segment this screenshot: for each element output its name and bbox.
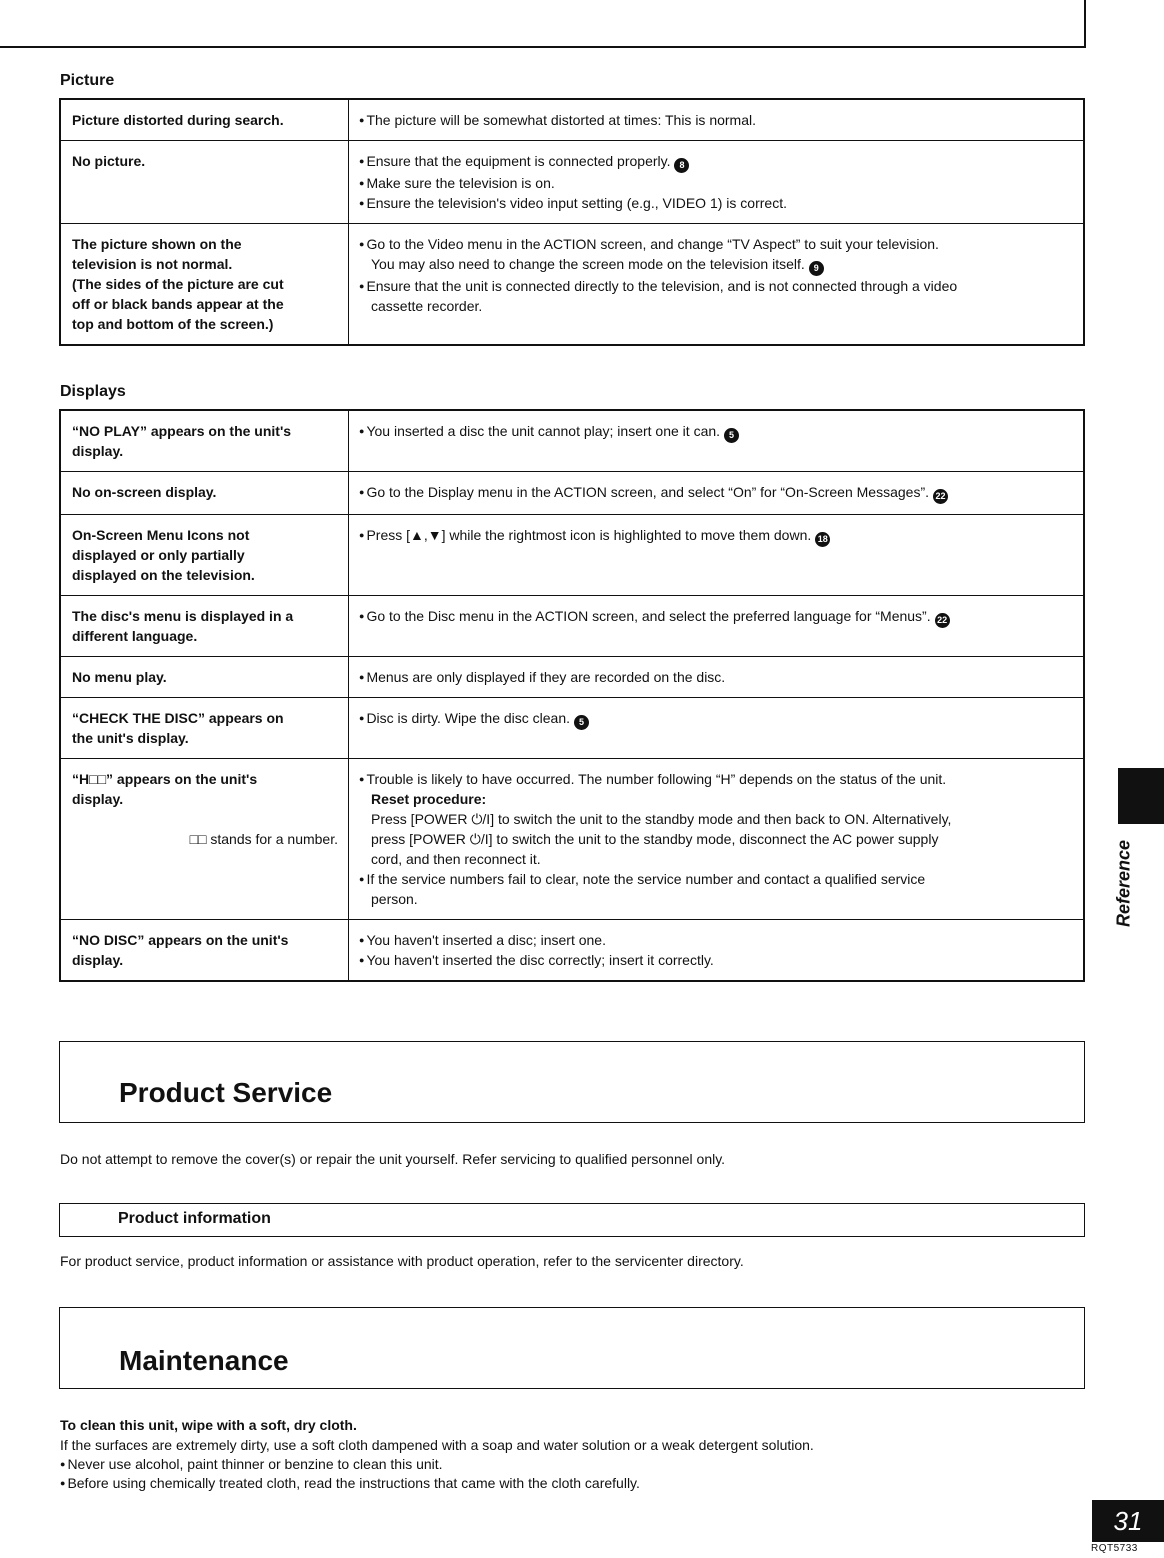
table-row xyxy=(60,596,1084,657)
problem-cell xyxy=(60,759,349,920)
problem-cell xyxy=(60,141,349,224)
solution-cell xyxy=(349,224,1085,346)
table-row xyxy=(60,759,1084,920)
solution-cell xyxy=(349,596,1085,657)
maintenance-heading: To clean this unit, wipe with a soft, dry cloth. xyxy=(60,1417,357,1433)
solution-line xyxy=(359,110,1073,130)
problem-text: display. xyxy=(72,791,124,807)
problem-text: The disc's menu is displayed in a xyxy=(72,608,294,624)
solution-text: Make sure the television is on. xyxy=(366,175,555,191)
problem-text: The picture shown on the xyxy=(72,236,242,252)
problem-cell xyxy=(60,657,349,698)
problem-cell xyxy=(60,515,349,596)
table-row xyxy=(60,657,1084,698)
problem-text: displayed on the television. xyxy=(72,567,255,583)
solution-text: You haven't inserted the disc correctly; insert it correctly. xyxy=(366,952,714,968)
problem-text: “H□□” appears on the unit's xyxy=(72,771,258,787)
solution-text: Trouble is likely to have occurred. The number following “H” depends on the status of the unit. xyxy=(366,771,947,787)
maintenance-bullet-2: ● Before using chemically treated cloth, read the instructions that came with the cloth carefully. xyxy=(60,1474,640,1493)
maintenance-text: If the surfaces are extremely dirty, use a soft cloth dampened with a soap and water solution or a weak detergent solution. xyxy=(60,1437,814,1453)
problem-cell xyxy=(60,99,349,141)
product-service-title: Product Service xyxy=(119,1077,333,1108)
table-row xyxy=(60,141,1084,224)
problem-note: □□ stands for a number. xyxy=(189,831,338,847)
solution-line xyxy=(359,849,1073,869)
problem-text: off or black bands appear at the xyxy=(72,296,284,312)
solution-line xyxy=(359,789,1073,809)
page-reference-icon: 8 xyxy=(674,158,689,173)
picture-troubleshooting-table xyxy=(59,98,1085,346)
problem-text: “NO PLAY” appears on the unit's xyxy=(72,423,292,439)
problem-text: display. xyxy=(72,443,124,459)
solution-cell xyxy=(349,410,1085,472)
solution-cell xyxy=(349,920,1085,982)
table-row xyxy=(60,698,1084,759)
table-row xyxy=(60,472,1084,515)
solution-line xyxy=(359,930,1073,950)
solution-cell xyxy=(349,657,1085,698)
solution-line xyxy=(359,869,1073,889)
solution-line xyxy=(359,276,1073,296)
page-reference-icon: 18 xyxy=(815,532,830,547)
solution-cell xyxy=(349,515,1085,596)
problem-text: different language. xyxy=(72,628,198,644)
problem-text: top and bottom of the screen.) xyxy=(72,316,274,332)
page-number: 31 xyxy=(1092,1500,1164,1542)
page-reference-icon: 22 xyxy=(933,489,948,504)
solution-text: You haven't inserted a disc; insert one. xyxy=(366,932,606,948)
side-section-label: Reference xyxy=(1113,839,1134,928)
solution-text: You may also need to change the screen mode on the television itself. xyxy=(371,256,805,272)
table-row xyxy=(60,99,1084,141)
solution-cell xyxy=(349,99,1085,141)
solution-text: Go to the Video menu in the ACTION screen, and change “TV Aspect” to suit your television. xyxy=(366,236,939,252)
problem-cell xyxy=(60,410,349,472)
solution-text: cord, and then reconnect it. xyxy=(371,851,541,867)
solution-line xyxy=(359,193,1073,213)
top-border xyxy=(0,46,1086,48)
solution-line xyxy=(359,173,1073,193)
problem-text: displayed or only partially xyxy=(72,547,245,563)
solution-text: Go to the Disc menu in the ACTION screen, and select the preferred language for “Menus”. xyxy=(366,608,931,624)
page-reference-icon: 22 xyxy=(935,613,950,628)
table-row xyxy=(60,224,1084,346)
product-information-title: Product information xyxy=(118,1210,271,1227)
solution-line xyxy=(359,769,1073,789)
displays-troubleshooting-table xyxy=(59,409,1085,982)
solution-line xyxy=(359,829,1073,849)
problem-text: No menu play. xyxy=(72,669,167,685)
solution-cell xyxy=(349,698,1085,759)
solution-line xyxy=(359,421,1073,443)
picture-section-title: Picture xyxy=(60,72,115,89)
problem-text: “CHECK THE DISC” appears on xyxy=(72,710,284,726)
problem-cell xyxy=(60,596,349,657)
solution-text: Reset procedure: xyxy=(371,791,487,807)
solution-line xyxy=(359,254,1073,276)
problem-cell xyxy=(60,698,349,759)
solution-line xyxy=(359,606,1073,628)
solution-text: Go to the Display menu in the ACTION screen, and select “On” for “On-Screen Messages”. xyxy=(366,484,930,500)
table-row xyxy=(60,920,1084,982)
problem-text: Picture distorted during search. xyxy=(72,112,284,128)
solution-line xyxy=(359,525,1073,547)
displays-section-title: Displays xyxy=(60,383,126,400)
solution-line xyxy=(359,809,1073,829)
solution-line xyxy=(359,667,1073,687)
solution-text: Ensure that the equipment is connected properly. xyxy=(366,153,671,169)
problem-text: the unit's display. xyxy=(72,730,189,746)
problem-text: “NO DISC” appears on the unit's xyxy=(72,932,289,948)
solution-text: Disc is dirty. Wipe the disc clean. xyxy=(366,710,571,726)
solution-cell xyxy=(349,472,1085,515)
solution-line xyxy=(359,151,1073,173)
solution-text: The picture will be somewhat distorted at times: This is normal. xyxy=(366,112,756,128)
solution-text: person. xyxy=(371,891,418,907)
solution-line xyxy=(359,482,1073,504)
problem-text: display. xyxy=(72,952,124,968)
problem-text: On-Screen Menu Icons not xyxy=(72,527,250,543)
table-row xyxy=(60,410,1084,472)
problem-text: No picture. xyxy=(72,153,146,169)
solution-line xyxy=(359,296,1073,316)
table-row xyxy=(60,515,1084,596)
solution-line xyxy=(359,889,1073,909)
solution-text: Press [POWER ⏻/I] to switch the unit to the standby mode and then back to ON. Alternatively, xyxy=(371,811,952,827)
document-code: RQT5733 xyxy=(1091,1543,1138,1554)
solution-cell xyxy=(349,759,1085,920)
problem-text: television is not normal. xyxy=(72,256,233,272)
top-border-corner xyxy=(1084,0,1086,48)
solution-text: If the service numbers fail to clear, note the service number and contact a qualified service xyxy=(366,871,926,887)
problem-cell xyxy=(60,472,349,515)
solution-text: Ensure the television's video input setting (e.g., VIDEO 1) is correct. xyxy=(366,195,787,211)
product-service-text: Do not attempt to remove the cover(s) or repair the unit yourself. Refer servicing to qualified personnel only. xyxy=(60,1151,726,1167)
solution-text: You inserted a disc the unit cannot play; insert one it can. xyxy=(366,423,721,439)
solution-cell xyxy=(349,141,1085,224)
page-reference-icon: 5 xyxy=(574,715,589,730)
page-reference-icon: 5 xyxy=(724,428,739,443)
product-service-box xyxy=(59,1041,1085,1123)
maintenance-box xyxy=(59,1307,1085,1389)
solution-text: press [POWER ⏻/I] to switch the unit to the standby mode, disconnect the AC power supply xyxy=(371,831,939,847)
solution-text: Ensure that the unit is connected directly to the television, and is not connected through a video xyxy=(366,278,958,294)
maintenance-bullet-1: ● Never use alcohol, paint thinner or benzine to clean this unit. xyxy=(60,1455,443,1474)
problem-text: No on-screen display. xyxy=(72,484,217,500)
problem-cell xyxy=(60,920,349,982)
solution-text: cassette recorder. xyxy=(371,298,483,314)
solution-line xyxy=(359,950,1073,970)
page-reference-icon: 9 xyxy=(809,261,824,276)
problem-text: (The sides of the picture are cut xyxy=(72,276,284,292)
solution-text: Press [▲,▼] while the rightmost icon is highlighted to move them down. xyxy=(366,527,812,543)
solution-line xyxy=(359,234,1073,254)
product-information-text: For product service, product information or assistance with product operation, refer to the servicenter directory. xyxy=(60,1253,744,1269)
problem-cell xyxy=(60,224,349,346)
product-information-box xyxy=(59,1203,1085,1237)
solution-text: Menus are only displayed if they are recorded on the disc. xyxy=(366,669,726,685)
solution-line xyxy=(359,708,1073,730)
maintenance-title: Maintenance xyxy=(119,1345,289,1376)
